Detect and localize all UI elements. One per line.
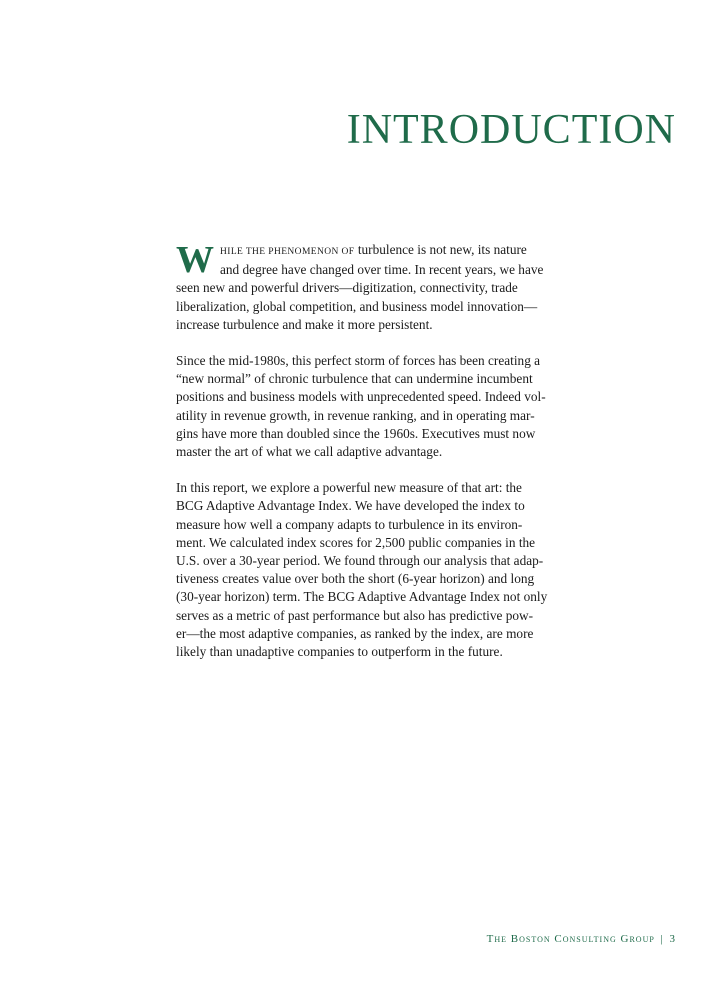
text-line: “new normal” of chronic turbulence that can undermine incumbent <box>176 371 533 387</box>
page-title: INTRODUCTION <box>346 107 676 154</box>
text-line: U.S. over a 30-year period. We found through our analysis that adap- <box>176 553 544 569</box>
text-line: positions and business models with unprecedented speed. Indeed vol- <box>176 389 546 405</box>
drop-cap: W <box>176 239 214 281</box>
text-line: tiveness creates value over both the short (6-year horizon) and long <box>176 571 535 587</box>
text-line: measure how well a company adapts to turbulence in its environ- <box>176 516 523 532</box>
text-line: serves as a metric of past performance but also has predictive pow- <box>176 607 534 623</box>
text-fragment: turbulence is not new, its nature <box>357 242 527 257</box>
text-line: Since the mid-1980s, this perfect storm of forces has been creating a <box>176 353 541 369</box>
footer-company: The Boston Consulting Group <box>486 933 655 945</box>
text-line: and degree have changed over time. In recent years, we have <box>220 262 544 278</box>
text-line: ment. We calculated index scores for 2,500 public companies in the <box>176 534 536 550</box>
text-line: BCG Adaptive Advantage Index. We have developed the index to <box>176 498 525 514</box>
text-line <box>176 241 556 261</box>
text-line: liberalization, global competition, and business model innovation— <box>176 298 538 314</box>
text-line: gins have more than doubled since the 1960s. Executives must now <box>176 425 536 441</box>
text-line: In this report, we explore a powerful new measure of that art: the <box>176 480 522 496</box>
text-line: seen new and powerful drivers—digitization, connectivity, trade <box>176 280 518 296</box>
text-line: increase turbulence and make it more persistent. <box>176 316 433 332</box>
page-footer <box>0 933 676 945</box>
text-line: master the art of what we call adaptive advantage. <box>176 444 443 460</box>
text-line: (30-year horizon) term. The BCG Adaptive Advantage Index not only <box>176 589 548 605</box>
text-line: likely than unadaptive companies to outperform in the future. <box>176 644 503 660</box>
lead-in-smallcaps: HILE THE PHENOMENON OF <box>220 247 355 257</box>
page-number: 3 <box>669 933 676 945</box>
text-line: atility in revenue growth, in revenue ranking, and in operating mar- <box>176 407 535 423</box>
paragraph-3 <box>176 479 556 661</box>
text-line: er—the most adaptive companies, as ranked by the index, are more <box>176 625 534 641</box>
body-text <box>176 241 556 679</box>
footer-separator: | <box>660 933 664 945</box>
paragraph-1 <box>176 241 556 334</box>
paragraph-2 <box>176 352 556 461</box>
